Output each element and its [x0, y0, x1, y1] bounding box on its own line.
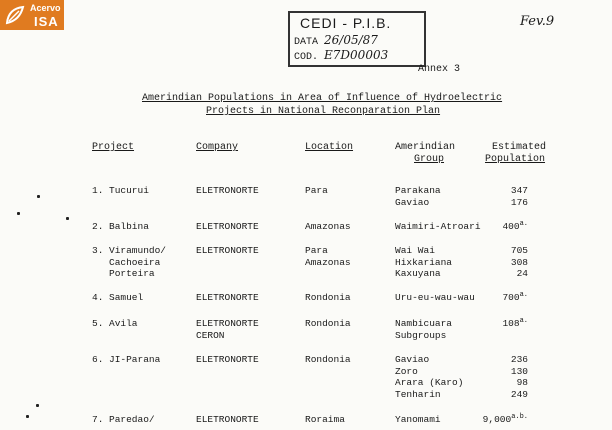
- amerindian-group: Tenharin: [395, 388, 441, 400]
- project-name: Paredao/: [109, 414, 155, 425]
- population-value: [470, 197, 528, 208]
- stamp-code-row: [294, 48, 388, 63]
- stamp-code-label: COD.: [294, 52, 319, 63]
- header-population-line2: Population: [485, 154, 546, 165]
- row-number: 5.: [92, 318, 104, 329]
- population-value: [470, 377, 528, 388]
- population-value: [470, 257, 528, 268]
- stamp-title: CEDI - P.I.B.: [300, 15, 392, 31]
- location-name: Rondonia: [305, 292, 351, 303]
- population-number: 700: [502, 292, 520, 303]
- population-number: 347: [510, 185, 528, 196]
- company-name: ELETRONORTE: [196, 245, 259, 256]
- location-name: Roraima: [305, 414, 345, 425]
- project-name: Viramundo/: [109, 245, 167, 256]
- logo-line2: ISA: [34, 14, 59, 29]
- population-value: [470, 245, 528, 256]
- company-name: ELETRONORTE: [196, 318, 259, 329]
- population-footnote: a.b.: [511, 413, 528, 421]
- row-number: 4.: [92, 292, 104, 303]
- population-value: [470, 414, 528, 425]
- amerindian-group: Gaviao: [395, 196, 430, 208]
- scan-speck: [37, 195, 40, 198]
- population-number: 9,000: [482, 414, 512, 425]
- population-number: 400: [502, 221, 520, 232]
- amerindian-group: Arara (Karo): [395, 377, 464, 388]
- population-number: 24: [516, 268, 528, 279]
- company-name: ELETRONORTE: [196, 354, 259, 365]
- amerindian-group: Uru-eu-wau-wau: [395, 292, 475, 303]
- population-value: [470, 354, 528, 365]
- stamp-date-row: [294, 33, 378, 48]
- company-name: ELETRONORTE: [196, 185, 259, 196]
- population-number: 108: [502, 318, 520, 329]
- population-number: 130: [510, 365, 528, 377]
- amerindian-group: Wai Wai: [395, 245, 435, 256]
- population-value: [470, 292, 528, 303]
- project-name: Avila: [109, 318, 138, 329]
- company-name: ELETRONORTE: [196, 414, 259, 425]
- location-name: Amazonas: [305, 256, 351, 268]
- row-number: 1.: [92, 185, 104, 196]
- population-value: [470, 389, 528, 400]
- annex-label: Annex 3: [418, 64, 461, 75]
- project-name: Tucurui: [109, 185, 149, 196]
- population-footnote: a.: [519, 220, 528, 228]
- population-footnote: a.: [519, 317, 528, 325]
- leaf-icon: [4, 4, 26, 26]
- header-project: Project: [92, 142, 135, 153]
- amerindian-group: Subgroups: [395, 329, 447, 341]
- population-number: 705: [510, 245, 528, 256]
- row-number: 2.: [92, 221, 104, 232]
- header-company: Company: [196, 142, 239, 153]
- amerindian-group: Zoro: [395, 365, 418, 377]
- project-name: Porteira: [109, 268, 155, 279]
- company-name: CERON: [196, 329, 225, 341]
- amerindian-group: Gaviao: [395, 354, 430, 365]
- scan-speck: [36, 404, 39, 407]
- amerindian-group: Nambicuara: [395, 318, 453, 329]
- document-title-line2: Projects in National Reconparation Plan: [206, 106, 441, 117]
- company-name: ELETRONORTE: [196, 292, 259, 303]
- population-value: [470, 318, 528, 329]
- population-footnote: a.: [519, 291, 528, 299]
- location-name: Para: [305, 185, 328, 196]
- population-value: [470, 366, 528, 377]
- stamp-code-value: E7D00003: [324, 48, 389, 62]
- row-number: 6.: [92, 354, 104, 365]
- document-title-line1: Amerindian Populations in Area of Influence of Hydroelectric: [142, 93, 503, 104]
- scan-speck: [17, 212, 20, 215]
- population-number: 236: [510, 354, 528, 365]
- population-number: 98: [516, 377, 528, 388]
- amerindian-group: Hixkariana: [395, 256, 453, 268]
- population-number: 308: [510, 256, 528, 268]
- corner-handwritten-note: Fev.9: [520, 14, 555, 29]
- population-value: [470, 268, 528, 279]
- stamp-date-value: 26/05/87: [324, 33, 378, 47]
- header-group-line2: Group: [414, 154, 445, 165]
- company-name: ELETRONORTE: [196, 221, 259, 232]
- header-location: Location: [305, 142, 354, 153]
- acervo-isa-logo: [0, 0, 64, 30]
- location-name: Para: [305, 245, 328, 256]
- stamp-date-label: DATA: [294, 37, 319, 48]
- amerindian-group: Parakana: [395, 185, 441, 196]
- header-group-line1: Amerindian: [395, 142, 456, 153]
- population-number: 249: [510, 388, 528, 400]
- project-name: Samuel: [109, 292, 144, 303]
- amerindian-group: Kaxuyana: [395, 268, 441, 279]
- population-number: 176: [510, 196, 528, 208]
- project-name: JI-Parana: [109, 354, 161, 365]
- population-value: [470, 221, 528, 232]
- row-number: 7.: [92, 414, 104, 425]
- location-name: Amazonas: [305, 221, 351, 232]
- project-name: Cachoeira: [109, 256, 161, 268]
- scan-speck: [66, 217, 69, 220]
- amerindian-group: Yanomami: [395, 414, 441, 425]
- population-value: [470, 185, 528, 196]
- header-population-line1: Estimated: [492, 142, 547, 153]
- location-name: Rondonia: [305, 354, 351, 365]
- logo-line1: Acervo: [30, 3, 61, 13]
- scan-speck: [26, 415, 29, 418]
- location-name: Rondonia: [305, 318, 351, 329]
- project-name: Balbina: [109, 221, 149, 232]
- row-number: 3.: [92, 245, 104, 256]
- archive-stamp: [288, 11, 426, 67]
- amerindian-group: Waimiri-Atroari: [395, 221, 481, 232]
